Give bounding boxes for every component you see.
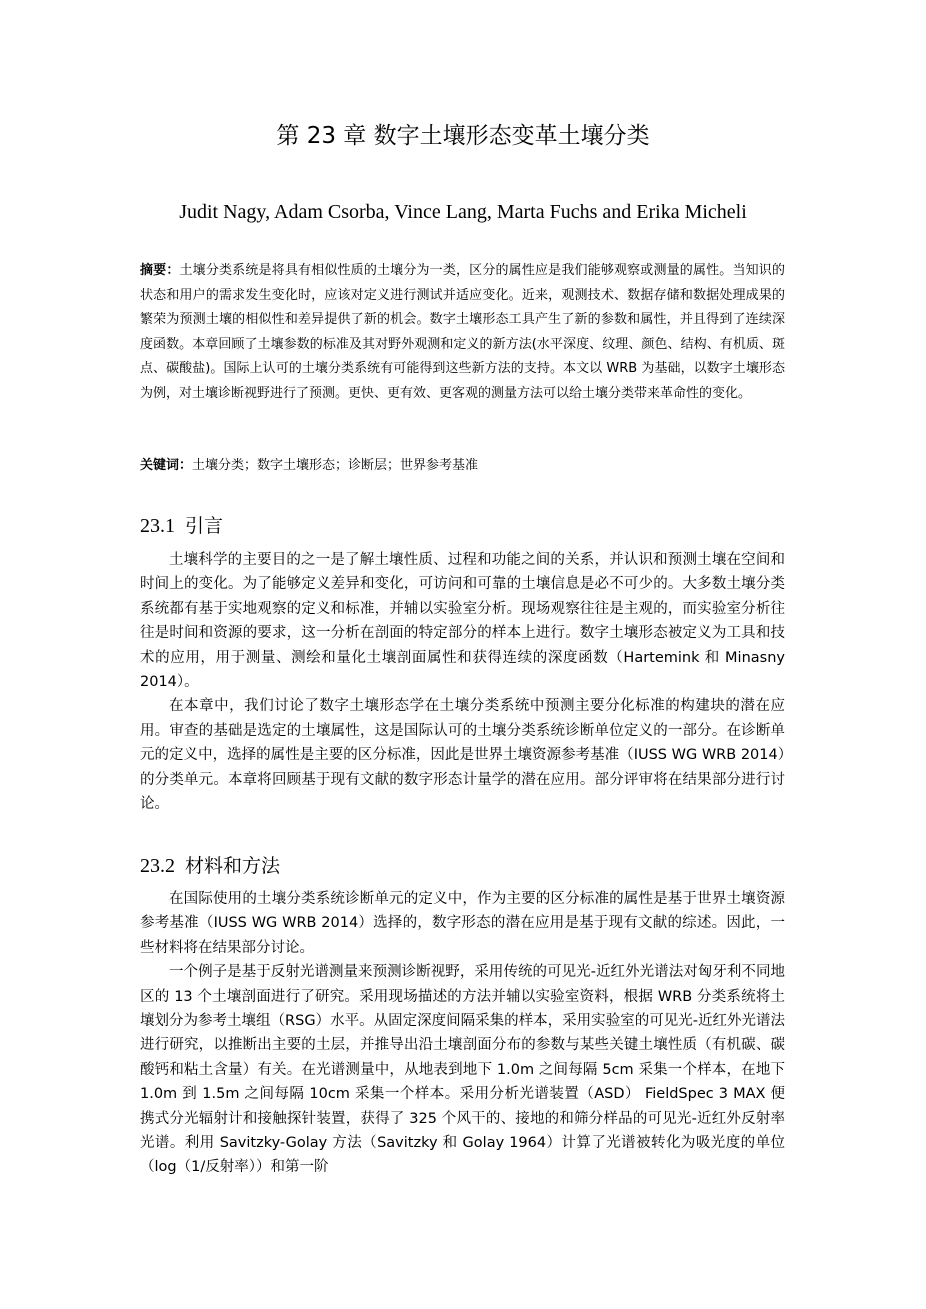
keywords-label: 关键词： [140, 458, 193, 473]
section-body-materials-methods [140, 887, 785, 1180]
section-body-introduction [140, 548, 785, 816]
section-number: 23.1 [140, 515, 175, 537]
paragraph: 一个例子是基于反射光谱测量来预测诊断视野，采用传统的可见光-近红外光谱法对匈牙利不同地区的 13 个土壤剖面进行了研究。采用现场描述的方法并辅以实验室资料，根据 WRB 分类系统将土壤划分为参考土壤组（RSG）水平。从固定深度间隔采集的样本，采用实验室的可见光-近红外光谱法进行研究，以推断出主要的土层，并推导出沿土壤剖面分布的参数与某些关键土壤性质（有机碳、碳酸钙和粘土含量）有关。在光谱测量中，从地表到地下 1.0m 之间每隔 5cm 采集一个样本，在地下 1.0m 到 1.5m 之间每隔 10cm 采集一个样本。采用分析光谱装置（ASD） FieldSpec 3 MAX 便携式分光辐射计和接触探针装置，获得了 325 个风干的、接地的和筛分样品的可见光-近红外反射率光谱。利用 Savitzky-Golay 方法（Savitzky 和 Golay 1964）计算了光谱被转化为吸光度的单位（log（1/反射率））和第一阶 [140, 964, 785, 1176]
section-number: 23.2 [140, 855, 175, 877]
author-list: Judit Nagy, Adam Csorba, Vince Lang, Marta Fuchs and Erika Micheli [179, 201, 747, 223]
section-heading-materials-methods [140, 852, 785, 880]
keywords-text: 土壤分类；数字土壤形态；诊断层；世界参考基准 [192, 458, 479, 473]
paragraph: 在本章中，我们讨论了数字土壤形态学在土壤分类系统中预测主要分化标准的构建块的潜在应用。审查的基础是选定的土壤属性，这是国际认可的土壤分类系统诊断单位定义的一部分。在诊断单元的定义中，选择的属性是主要的区分标准，因此是世界土壤资源参考基准（IUSS WG WRB 2014）的分类单元。本章将回顾基于现有文献的数字形态计量学的潜在应用。部分评审将在结果部分进行讨论。 [140, 698, 785, 813]
abstract [140, 259, 785, 406]
abstract-text: 土壤分类系统是将具有相似性质的土壤分为一类，区分的属性应是我们能够观察或测量的属性。当知识的状态和用户的需求发生变化时，应该对定义进行测试并适应变化。近来，观测技术、数据存储和数据处理成果的繁荣为预测土壤的相似性和差异提供了新的机会。数字土壤形态工具产生了新的参数和属性，并且得到了连续深度函数。本章回顾了土壤参数的标准及其对野外观测和定义的新方法(水平深度、纹理、颜色、结构、有机质、斑点、碳酸盐)。国际上认可的土壤分类系统有可能得到这些新方法的支持。本文以 WRB 为基础，以数字土壤形态为例，对土壤诊断视野进行了预测。更快、更有效、更客观的测量方法可以给土壤分类带来革命性的变化。 [140, 263, 785, 401]
section-heading-introduction [140, 512, 785, 540]
paragraph: 土壤科学的主要目的之一是了解土壤性质、过程和功能之间的关系，并认识和预测土壤在空间和时间上的变化。为了能够定义差异和变化，可访问和可靠的土壤信息是必不可少的。大多数土壤分类系统都有基于实地观察的定义和标准，并辅以实验室分析。现场观察往往是主观的，而实验室分析往往是时间和资源的要求，这一分析在剖面的特定部分的样本上进行。数字土壤形态被定义为工具和技术的应用，用于测量、测绘和量化土壤剖面属性和获得连续的深度函数（Hartemink 和 Minasny 2014）。 [140, 552, 785, 691]
paragraph: 在国际使用的土壤分类系统诊断单元的定义中，作为主要的区分标准的属性是基于世界土壤资源参考基准（IUSS WG WRB 2014）选择的，数字形态的潜在应用是基于现有文献的综述。因此，一些材料将在结果部分讨论。 [140, 891, 785, 956]
section-title: 材料和方法 [185, 855, 281, 877]
chapter-title: 第 23 章 数字土壤形态变革土壤分类 [276, 123, 650, 149]
abstract-label: 摘要： [140, 263, 180, 278]
section-title: 引言 [185, 515, 224, 537]
keywords [140, 454, 785, 478]
